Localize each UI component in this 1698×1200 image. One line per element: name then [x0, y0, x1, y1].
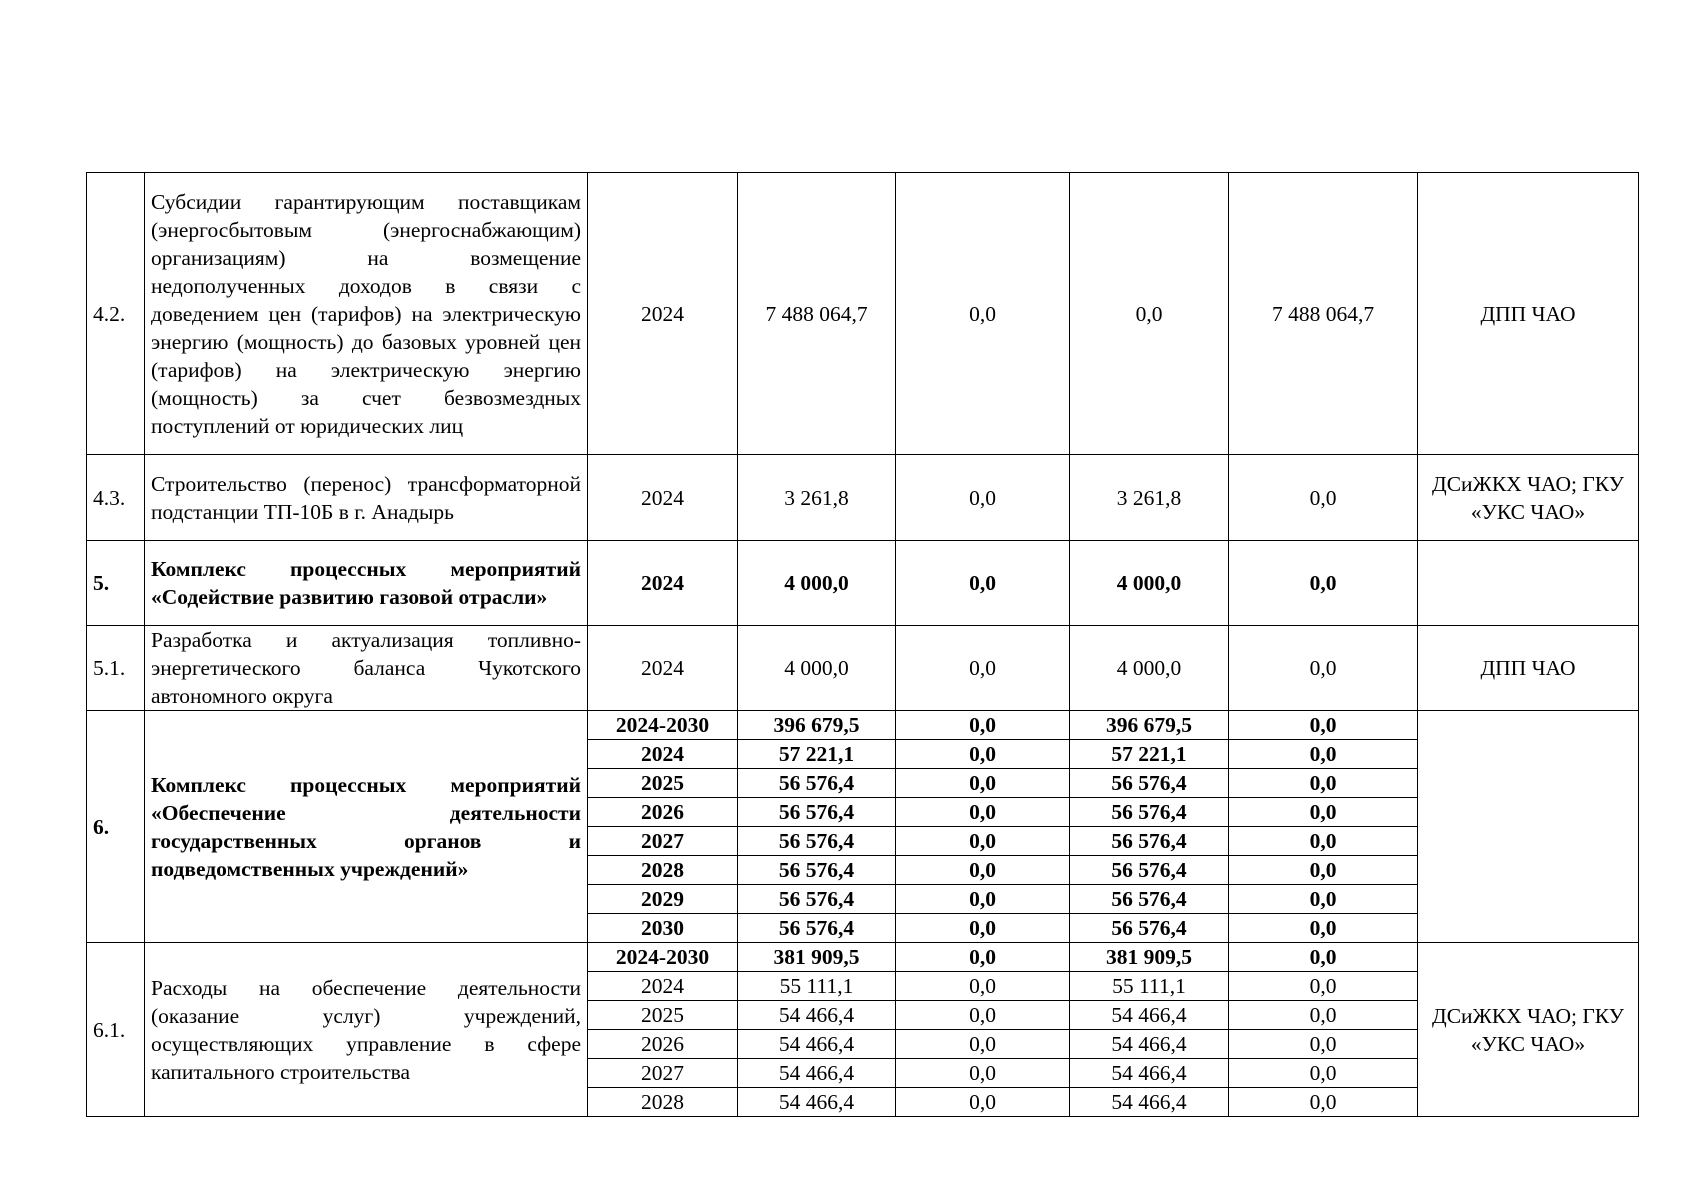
- funding-cell-2: 4 000,0: [1070, 541, 1229, 626]
- funding-cell-2: 55 111,1: [1070, 972, 1229, 1001]
- funding-cell-2: 3 261,8: [1070, 455, 1229, 541]
- funding-cell-3: 0,0: [1229, 626, 1418, 711]
- year-cell: 2024-2030: [588, 943, 738, 972]
- total-cell: 7 488 064,7: [738, 173, 896, 455]
- total-cell: 381 909,5: [738, 943, 896, 972]
- funding-cell-2: 57 221,1: [1070, 740, 1229, 769]
- executor-cell: [1418, 711, 1639, 943]
- year-cell: 2025: [588, 769, 738, 798]
- funding-cell-1: 0,0: [896, 914, 1070, 943]
- funding-cell-1: 0,0: [896, 740, 1070, 769]
- funding-cell-2: 4 000,0: [1070, 626, 1229, 711]
- funding-cell-3: 0,0: [1229, 1088, 1418, 1117]
- funding-cell-1: 0,0: [896, 885, 1070, 914]
- year-cell: 2025: [588, 1001, 738, 1030]
- funding-cell-1: 0,0: [896, 798, 1070, 827]
- year-cell: 2024: [588, 972, 738, 1001]
- total-cell: 56 576,4: [738, 856, 896, 885]
- funding-cell-2: 54 466,4: [1070, 1059, 1229, 1088]
- funding-cell-1: 0,0: [896, 1059, 1070, 1088]
- year-cell: 2024: [588, 541, 738, 626]
- measure-name: Комплекс процессных мероприятий «Обеспечение деятельности государственных органов и подведомственных учреждений»: [145, 711, 588, 943]
- funding-cell-3: 0,0: [1229, 455, 1418, 541]
- total-cell: 56 576,4: [738, 885, 896, 914]
- funding-cell-2: 381 909,5: [1070, 943, 1229, 972]
- funding-cell-1: 0,0: [896, 711, 1070, 740]
- total-cell: 56 576,4: [738, 769, 896, 798]
- funding-cell-1: 0,0: [896, 455, 1070, 541]
- total-cell: 55 111,1: [738, 972, 896, 1001]
- funding-cell-1: 0,0: [896, 972, 1070, 1001]
- total-cell: 54 466,4: [738, 1059, 896, 1088]
- funding-cell-3: 0,0: [1229, 769, 1418, 798]
- executor-cell: ДПП ЧАО: [1418, 173, 1639, 455]
- funding-cell-2: 56 576,4: [1070, 769, 1229, 798]
- funding-cell-1: 0,0: [896, 827, 1070, 856]
- funding-cell-3: 0,0: [1229, 541, 1418, 626]
- executor-cell: ДПП ЧАО: [1418, 626, 1639, 711]
- year-cell: 2028: [588, 1088, 738, 1117]
- funding-cell-2: 0,0: [1070, 173, 1229, 455]
- funding-cell-3: 0,0: [1229, 740, 1418, 769]
- year-cell: 2024-2030: [588, 711, 738, 740]
- funding-cell-3: 0,0: [1229, 1059, 1418, 1088]
- year-cell: 2030: [588, 914, 738, 943]
- year-cell: 2026: [588, 798, 738, 827]
- year-cell: 2024: [588, 455, 738, 541]
- funding-cell-1: 0,0: [896, 173, 1070, 455]
- table-row: [87, 711, 1639, 740]
- row-number: 6.1.: [87, 943, 145, 1117]
- year-cell: 2027: [588, 1059, 738, 1088]
- total-cell: 56 576,4: [738, 798, 896, 827]
- funding-cell-3: 7 488 064,7: [1229, 173, 1418, 455]
- measure-name: Субсидии гарантирующим поставщикам (энергосбытовым (энергоснабжающим) организациям) на возмещение недополученных доходов в связи с доведением цен (тарифов) на электрическую энергию (мощность) до базовых уровней цен (тарифов) на электрическую энергию (мощность) за счет безвозмездных поступлений от юридических лиц: [145, 173, 588, 455]
- total-cell: 3 261,8: [738, 455, 896, 541]
- year-cell: 2028: [588, 856, 738, 885]
- funding-cell-3: 0,0: [1229, 1001, 1418, 1030]
- total-cell: 57 221,1: [738, 740, 896, 769]
- row-number: 5.: [87, 541, 145, 626]
- funding-cell-2: 56 576,4: [1070, 827, 1229, 856]
- row-number: 5.1.: [87, 626, 145, 711]
- table-row: [87, 455, 1639, 541]
- funding-cell-1: 0,0: [896, 541, 1070, 626]
- funding-cell-3: 0,0: [1229, 856, 1418, 885]
- funding-cell-2: 54 466,4: [1070, 1030, 1229, 1059]
- measure-name: Разработка и актуализация топливно-энергетического баланса Чукотского автономного округа: [145, 626, 588, 711]
- row-number: 4.2.: [87, 173, 145, 455]
- table-row: [87, 541, 1639, 626]
- funding-cell-3: 0,0: [1229, 885, 1418, 914]
- funding-cell-3: 0,0: [1229, 972, 1418, 1001]
- year-cell: 2027: [588, 827, 738, 856]
- funding-cell-1: 0,0: [896, 1088, 1070, 1117]
- funding-cell-1: 0,0: [896, 1001, 1070, 1030]
- funding-cell-1: 0,0: [896, 626, 1070, 711]
- executor-cell: [1418, 541, 1639, 626]
- total-cell: 4 000,0: [738, 541, 896, 626]
- measure-name: Строительство (перенос) трансформаторной подстанции ТП-10Б в г. Анадырь: [145, 455, 588, 541]
- funding-cell-3: 0,0: [1229, 827, 1418, 856]
- funding-cell-1: 0,0: [896, 856, 1070, 885]
- year-cell: 2024: [588, 173, 738, 455]
- measure-name: Комплекс процессных мероприятий «Содействие развитию газовой отрасли»: [145, 541, 588, 626]
- total-cell: 56 576,4: [738, 827, 896, 856]
- funding-cell-2: 54 466,4: [1070, 1001, 1229, 1030]
- funding-cell-1: 0,0: [896, 1030, 1070, 1059]
- total-cell: 54 466,4: [738, 1088, 896, 1117]
- total-cell: 4 000,0: [738, 626, 896, 711]
- funding-cell-3: 0,0: [1229, 1030, 1418, 1059]
- total-cell: 56 576,4: [738, 914, 896, 943]
- funding-cell-2: 54 466,4: [1070, 1088, 1229, 1117]
- funding-cell-3: 0,0: [1229, 711, 1418, 740]
- row-number: 6.: [87, 711, 145, 943]
- year-cell: 2026: [588, 1030, 738, 1059]
- total-cell: 396 679,5: [738, 711, 896, 740]
- funding-cell-2: 56 576,4: [1070, 885, 1229, 914]
- funding-cell-1: 0,0: [896, 943, 1070, 972]
- executor-cell: ДСиЖКХ ЧАО; ГКУ «УКС ЧАО»: [1418, 943, 1639, 1117]
- funding-cell-2: 56 576,4: [1070, 798, 1229, 827]
- year-cell: 2024: [588, 626, 738, 711]
- total-cell: 54 466,4: [738, 1001, 896, 1030]
- table-row: [87, 173, 1639, 455]
- funding-cell-3: 0,0: [1229, 914, 1418, 943]
- funding-cell-2: 396 679,5: [1070, 711, 1229, 740]
- funding-cell-3: 0,0: [1229, 798, 1418, 827]
- funding-cell-3: 0,0: [1229, 943, 1418, 972]
- funding-cell-2: 56 576,4: [1070, 914, 1229, 943]
- budget-table: [86, 172, 1639, 1117]
- funding-cell-1: 0,0: [896, 769, 1070, 798]
- executor-cell: ДСиЖКХ ЧАО; ГКУ «УКС ЧАО»: [1418, 455, 1639, 541]
- table-row: [87, 943, 1639, 972]
- row-number: 4.3.: [87, 455, 145, 541]
- measure-name: Расходы на обеспечение деятельности (оказание услуг) учреждений, осуществляющих управление в сфере капитального строительства: [145, 943, 588, 1117]
- year-cell: 2024: [588, 740, 738, 769]
- funding-cell-2: 56 576,4: [1070, 856, 1229, 885]
- total-cell: 54 466,4: [738, 1030, 896, 1059]
- table-row: [87, 626, 1639, 711]
- year-cell: 2029: [588, 885, 738, 914]
